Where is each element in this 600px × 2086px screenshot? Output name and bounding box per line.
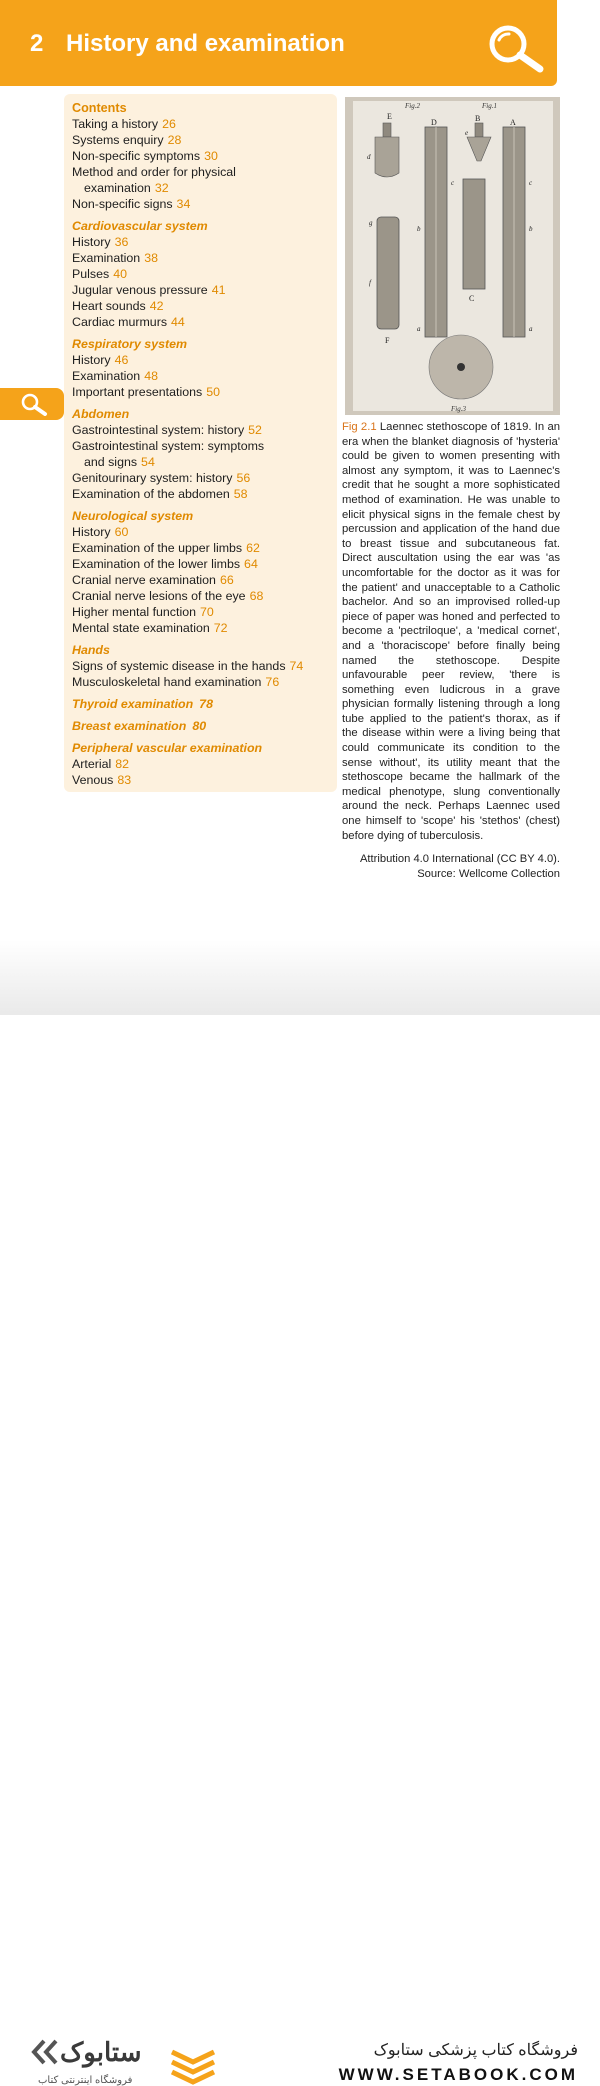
contents-section-hands [72,642,334,658]
letter-b-right: b [529,225,533,233]
contents-item[interactable] [72,540,334,556]
contents-item-text: History [72,525,111,539]
contents-page-number: 44 [171,315,185,329]
letter-c-left: c [451,179,455,187]
section-title: Thyroid examination [72,697,194,711]
letter-e: e [465,129,469,137]
contents-item[interactable] [72,180,334,196]
contents-item-text: Heart sounds [72,299,146,313]
contents-item[interactable] [72,384,334,400]
contents-item[interactable] [72,438,334,454]
contents-item-text: Examination of the abdomen [72,487,230,501]
magnifier-icon [20,392,48,416]
chapter-number: 2 [30,30,44,57]
chapter-title: History and examination [66,30,345,57]
contents-section-respiratory [72,336,334,352]
section-title: Abdomen [72,407,130,421]
contents-item-text: Non-specific signs [72,197,173,211]
contents-page-number: 41 [211,283,226,297]
letter-a-left: a [417,325,421,333]
contents-item[interactable] [72,674,334,690]
contents-item-text: Venous [72,773,114,787]
contents-page-number: 74 [289,659,304,673]
contents-page-number: 26 [162,117,176,131]
contents-page-number: 34 [176,197,191,211]
contents-page-number: 50 [206,385,220,399]
contents-item[interactable] [72,368,334,384]
contents-item[interactable] [72,572,334,588]
contents-item-text: History [72,235,111,249]
contents-item-text: History [72,353,111,367]
fig1-label: Fig.1 [482,102,497,110]
contents-item[interactable] [72,454,334,470]
logo-subtitle: فروشگاه اینترنتی کتاب [38,2075,133,2086]
contents-item[interactable] [72,588,334,604]
contents-item-text: Jugular venous pressure [72,283,208,297]
contents-page-number: 54 [141,455,155,469]
contents-section-cardiovascular [72,218,334,234]
contents-page-number: 52 [248,423,262,437]
contents-page-number: 76 [265,675,280,689]
contents-page-number: 40 [113,267,127,281]
contents-list [72,100,334,788]
contents-item-text: Taking a history [72,117,159,131]
letter-d: d [367,153,371,161]
contents-item-text: Cranial nerve examination [72,573,216,587]
contents-item-text: Cranial nerve lesions of the eye [72,589,246,603]
letter-a-upper: A [510,118,516,127]
contents-item-text: Higher mental function [72,605,196,619]
contents-section-thyroid[interactable] [72,696,334,712]
contents-item-text: Pulses [72,267,110,281]
page-fade [0,940,600,1020]
section-title: Breast examination [72,719,187,733]
caption-label: Fig 2.1 [342,421,377,433]
contents-section-peripheral [72,740,334,756]
shop-url[interactable]: WWW.SETABOOK.COM [338,2065,578,2084]
contents-item[interactable] [72,772,334,788]
contents-item-text: Mental state examination [72,621,210,635]
letter-c-right: c [529,179,533,187]
contents-item[interactable] [72,282,334,298]
contents-section-neurological [72,508,334,524]
magnifier-icon [484,22,546,74]
contents-item[interactable] [72,352,334,368]
contents-box [64,94,337,792]
contents-item-text: Examination [72,251,141,265]
contents-item-text: Examination of the lower limbs [72,557,241,571]
contents-item-text: Cardiac murmurs [72,315,168,329]
section-title: Respiratory system [72,337,188,351]
section-title: Peripheral vascular examination [72,741,263,755]
section-title: Hands [72,643,110,657]
letter-e-upper: E [387,112,392,121]
contents-item[interactable] [72,266,334,282]
stethoscope-illustration [345,97,560,415]
fig3-label: Fig.3 [451,405,466,413]
contents-page-number: 82 [115,757,130,771]
contents-page-number: 48 [144,369,158,383]
letter-g: g [369,219,373,227]
contents-page-number: 62 [246,541,260,555]
contents-item[interactable] [72,234,334,250]
contents-item[interactable] [72,470,334,486]
contents-item-text: Non-specific symptoms [72,149,201,163]
contents-item-text: Method and order for physical [72,165,236,179]
contents-page-number: 66 [219,573,234,587]
contents-item[interactable] [72,314,334,330]
contents-item[interactable] [72,756,334,772]
section-title: Neurological system [72,509,194,523]
letter-a-right: a [529,325,533,333]
contents-item[interactable] [72,196,334,212]
contents-page-number: 42 [149,299,164,313]
section-title: Cardiovascular system [72,219,208,233]
fig2-label: Fig.2 [405,102,420,110]
contents-item-text: examination [84,181,151,195]
contents-page-number: 32 [154,181,169,195]
letter-c-upper: C [469,294,475,303]
attribution [360,852,560,881]
side-tab[interactable] [0,388,64,420]
contents-item-text: Examination of the upper limbs [72,541,243,555]
contents-item[interactable] [72,658,334,674]
chevrons-icon [30,2037,60,2067]
contents-item-text: Examination [72,369,141,383]
caption-text: Laennec stethoscope of 1819. In an era when the blanket diagnosis of 'hysteria' could be given to women presenting with almost any symptom, it was to Laennec's credit that he sought a more sophisticated method of examination. He was unable to elicit physical signs in the female chest by percussion and application of the hand due to breast tissue and subcutaneous fat. Direct auscultation using the ear was 'as uncomfortable for the doctor as it was for the patient' and unacceptable to a Catholic bachelor. And so an improvised rolled-up piece of paper was honed and perfected to become a 'pectriloque', a 'medical cornet', and a 'thoraciscope' before finally being named the stethoscope. Despite unfavourable peer review, 'there is something even ludicrous in a grave physician formally listening through a long tube applied to the patient's thorax, as if the disease within were a living being that could communicate its condition to the sense without', its utility meant that the stethoscope became the hallmark of the medical phenotype, slung conventionally around the neck. Perhaps Laennec used one himself to 'scope' his 'stethos' (chest) before dying of tuberculosis. [342,421,561,842]
contents-item[interactable] [72,556,334,572]
letter-b-left: b [417,225,421,233]
shop-name: فروشگاه کتاب پزشکی ستابوک [373,2042,578,2059]
book-logo-icon [168,2046,218,2086]
stethoscope-figure [345,97,560,415]
contents-item[interactable] [72,620,334,636]
contents-section-abdomen [72,406,334,422]
letter-d-upper: D [431,118,437,127]
contents-item-text: and signs [84,455,138,469]
contents-page-number: 68 [249,589,264,603]
contents-item-text: Musculoskeletal hand examination [72,675,262,689]
contents-page-number: 46 [114,353,129,367]
contents-item[interactable] [72,298,334,314]
contents-item-text: Signs of systemic disease in the hands [72,659,286,673]
footer-banner [0,1015,600,2086]
contents-item-text: Important presentations [72,385,203,399]
letter-f-upper: F [385,336,390,345]
contents-page-number: 36 [114,235,129,249]
contents-page-number: 78 [199,697,213,711]
contents-page-number: 38 [144,251,158,265]
contents-page-number: 58 [233,487,248,501]
contents-page-number: 80 [192,719,207,733]
contents-heading: Contents [72,101,127,115]
contents-page-number: 72 [213,621,228,635]
contents-page-number: 30 [204,149,218,163]
contents-page-number: 64 [244,557,258,571]
contents-page-number: 83 [117,773,132,787]
contents-item[interactable] [72,132,334,148]
letter-b-upper: B [475,114,481,123]
attribution-license: Attribution 4.0 International (CC BY 4.0). [359,853,560,865]
contents-page-number: 28 [167,133,182,147]
contents-page-number: 60 [114,525,129,539]
contents-section-breast[interactable] [72,718,334,734]
logo-text: ستابوک [60,2037,142,2067]
letter-f: f [369,279,371,287]
contents-item[interactable] [72,422,334,438]
contents-page-number: 56 [236,471,251,485]
contents-item[interactable] [72,486,334,502]
chapter-header [0,0,557,86]
contents-item-text: Systems enquiry [72,133,164,147]
attribution-source: Source: Wellcome Collection [417,867,560,880]
contents-item-text: Gastrointestinal system: history [72,423,245,437]
contents-item-text: Genitourinary system: history [72,471,233,485]
contents-item[interactable] [72,164,334,180]
contents-item-text: Arterial [72,757,112,771]
contents-item[interactable] [72,604,334,620]
contents-page-number: 70 [199,605,214,619]
contents-item[interactable] [72,148,334,164]
contents-item-text: Gastrointestinal system: symptoms [72,439,265,453]
contents-item[interactable] [72,524,334,540]
contents-item[interactable] [72,250,334,266]
figure-caption [342,420,560,843]
contents-item[interactable] [72,116,334,132]
